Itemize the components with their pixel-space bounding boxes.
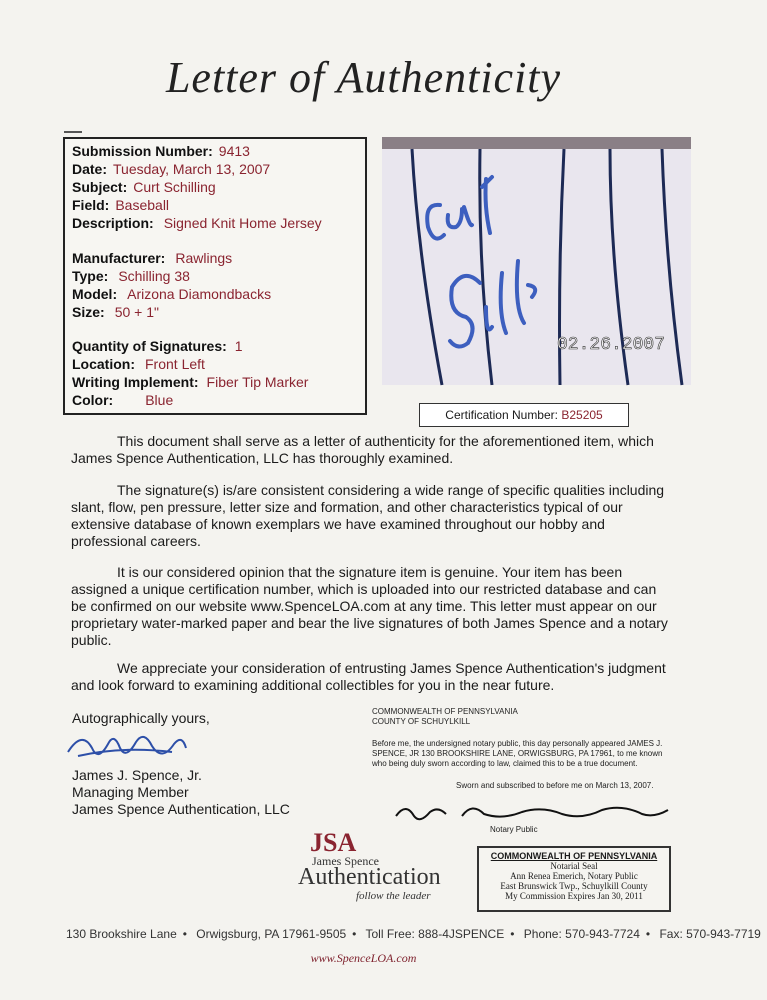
photo-date-stamp: 02.26.2007	[557, 335, 666, 355]
certification-number-box	[419, 403, 629, 427]
website-link[interactable]: www.SpenceLOA.com	[310, 951, 417, 965]
certification-value: B25205	[561, 408, 603, 422]
signer-company: James Spence Authentication, LLC	[72, 801, 290, 817]
size-row: Size: 50 + 1"	[72, 304, 159, 320]
implement-row: Writing Implement: Fiber Tip Marker	[72, 374, 309, 390]
signer-role: Managing Member	[72, 784, 189, 800]
model-row: Model: Arizona Diamondbacks	[72, 286, 272, 302]
location-row: Location: Front Left	[72, 356, 205, 372]
paragraph-1: This document shall serve as a letter of authenticity for the aforementioned item, which James Spence Authentication, LLC has thoroughly examined.	[71, 433, 654, 466]
notary-county: COUNTY OF SCHUYLKILL	[372, 717, 471, 726]
jersey-signature-image	[382, 137, 691, 385]
quantity-row: Quantity of Signatures: 1	[72, 338, 243, 354]
subject-row: Subject: Curt Schilling	[72, 179, 216, 195]
paragraph-4: We appreciate your consideration of entrusting James Spence Authentication's judgment and look forward to examining additional collectibles for you in the near future.	[71, 660, 666, 693]
notary-text: Before me, the undersigned notary public, this day personally appeared JAMES J. SPENCE, JR 130 BROOKSHIRE LANE, ORWIGSBURG, PA 17961, to me known who being duly sworn according to law, claimed this to be a true document.	[372, 739, 663, 768]
color-row: Color: Blue	[72, 392, 174, 408]
notary-public-label: Notary Public	[490, 825, 538, 834]
submission-number-row: Submission Number: 9413	[72, 143, 250, 159]
type-row: Type: Schilling 38	[72, 268, 190, 284]
closing-text: Autographically yours,	[72, 710, 210, 726]
notary-signature	[392, 798, 682, 828]
notarial-seal: COMMONWEALTH OF PENNSYLVANIA Notarial Seal Ann Renea Emerich, Notary Public East Brunswick Twp., Schuylkill County My Commission Expires Jan 30, 2011	[477, 846, 671, 912]
jsa-logo: JSA James Spence Authentication follow the leader	[298, 828, 441, 902]
manufacturer-row: Manufacturer: Rawlings	[72, 250, 233, 266]
description-row: Description: Signed Knit Home Jersey	[72, 215, 322, 231]
paragraph-2: The signature(s) is/are consistent considering a wide range of specific qualities including slant, flow, pen pressure, letter size and formation, and other characteristics typical of our extensive database of known exemplars we have examined throughout our hobby and professional careers.	[71, 482, 665, 549]
notary-sworn: Sworn and subscribed to before me on March 13, 2007.	[456, 781, 654, 790]
notary-state: COMMONWEALTH OF PENNSYLVANIA	[372, 707, 518, 716]
signer-name: James J. Spence, Jr.	[72, 767, 202, 783]
page-title: Letter of Authenticity	[165, 53, 562, 102]
certification-label: Certification Number:	[445, 408, 558, 422]
paragraph-3: It is our considered opinion that the signature item is genuine. Your item has been assigned a unique certification number, which is uploaded into our restricted database and can be confirmed on our website www.SpenceLOA.com at any time. This letter must appear on our proprietary water-marked paper and bear the live signatures of both James Spence and a notary public.	[71, 564, 668, 648]
field-row: Field: Baseball	[72, 197, 170, 213]
signature-photo	[382, 137, 691, 385]
item-details-box	[63, 137, 367, 415]
spence-signature	[62, 722, 192, 768]
corner-mark	[64, 131, 82, 133]
date-row: Date: Tuesday, March 13, 2007	[72, 161, 271, 177]
footer-contact: 130 Brookshire Lane • Orwigsburg, PA 17961-9505 • Toll Free: 888-4JSPENCE • Phone: 570-943-7724 • Fax: 570-943-7719	[66, 927, 761, 941]
